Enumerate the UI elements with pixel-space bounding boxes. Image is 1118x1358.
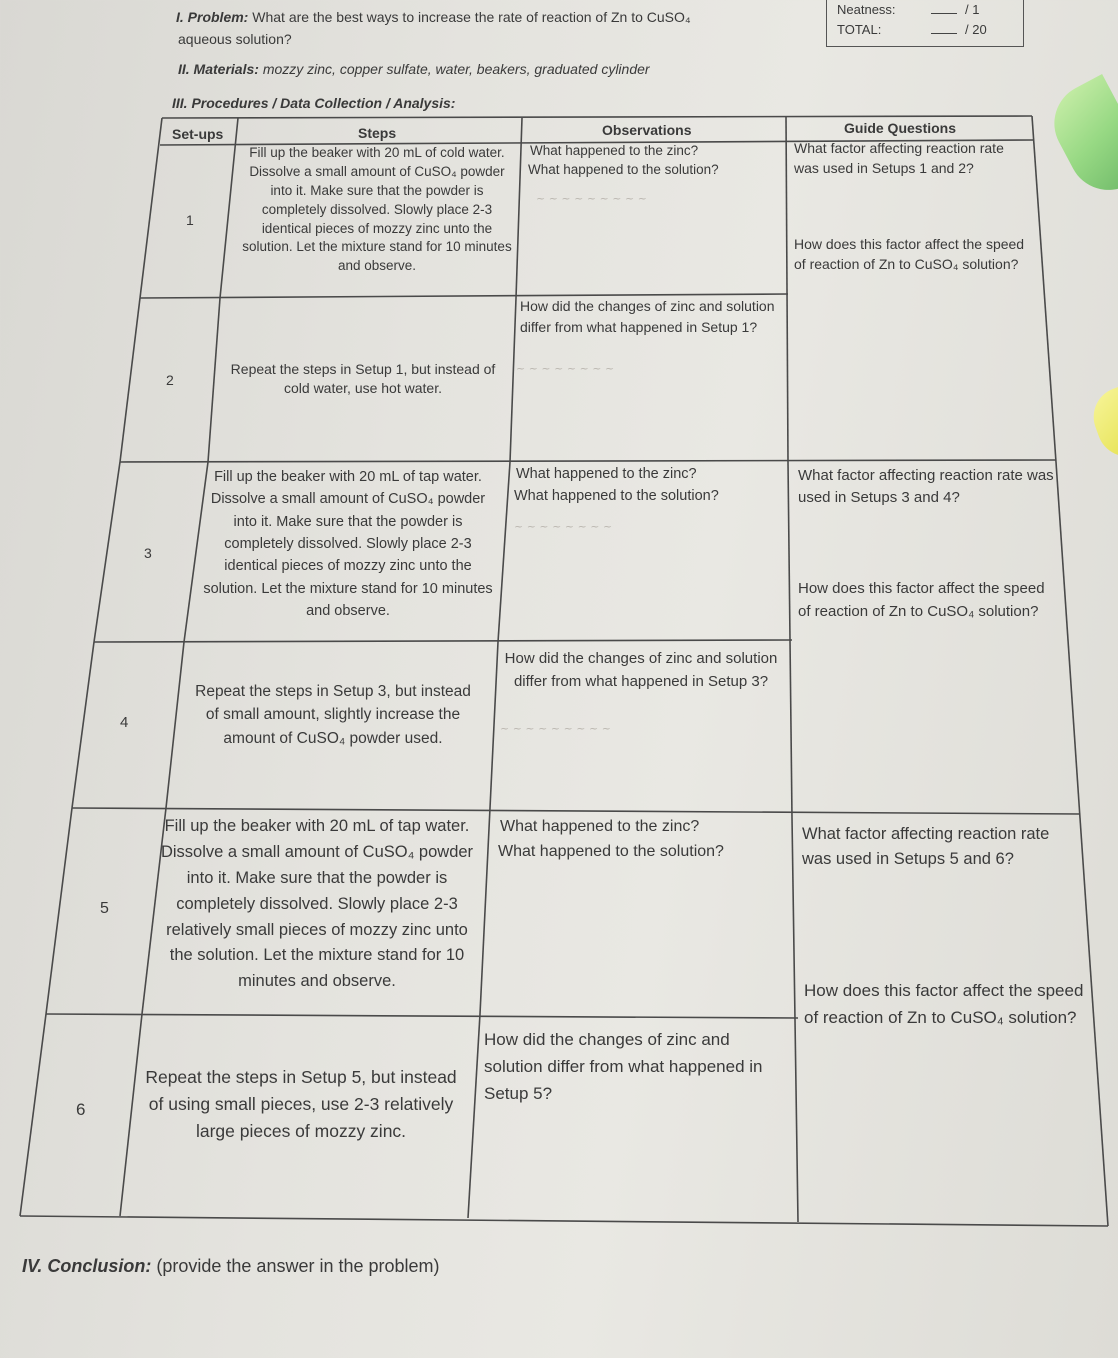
setup-5-obs-solution: What happened to the solution? [498, 843, 724, 860]
materials-line: II. Materials: mozzy zinc, copper sulfate, water, beakers, graduated cylinder [178, 61, 650, 77]
neatness-row [837, 1, 979, 17]
guide-2-factor-question: What factor affecting reaction rate was used in Setups 3 and 4? [798, 467, 1054, 506]
total-label: TOTAL: [837, 22, 882, 37]
setup-4-obs-question: How did the changes of zinc and solution differ from what happened in Setup 3? [504, 650, 778, 691]
header-guide-questions: Guide Questions [844, 120, 957, 136]
guide-1-effect-question: How does this factor affect the speed of reaction of Zn to CuSO₄ solution? [794, 236, 1025, 273]
setup-1-faint-answer: ~ ~ ~ ~ ~ ~ ~ ~ ~ [536, 192, 647, 205]
setup-1-steps: Fill up the beaker with 20 mL of cold water. Dissolve a small amount of CuSO₄ powder into it. Make sure that the powder is completely dissolved. Slowly place 2-3 identical pieces of mozzy zinc unto the solution. Let the mixture stand for 10 minutes and observe. [242, 145, 512, 274]
setup-4-faint-answer: ~ ~ ~ ~ ~ ~ ~ ~ ~ [500, 722, 611, 735]
procedures-heading: III. Procedures / Data Collection / Analysis: [172, 95, 456, 111]
setup-3-steps: Fill up the beaker with 20 mL of tap water. Dissolve a small amount of CuSO₄ powder into it. Make sure that the powder is completely dissolved. Slowly place 2-3 identical pieces of mozzy zinc unto the solution. Let the mixture stand for 10 minutes and observe. [203, 469, 493, 619]
setup-2-obs-question: How did the changes of zinc and solution differ from what happened in Setup 1? [520, 298, 775, 335]
setup-3-obs-solution: What happened to the solution? [514, 488, 719, 504]
green-marker-cap [1040, 74, 1118, 204]
setup-number-5: 5 [100, 900, 109, 917]
setup-3-faint-answer: ~ ~ ~ ~ ~ ~ ~ ~ [514, 520, 613, 533]
conclusion-text: (provide the answer in the problem) [156, 1256, 440, 1276]
conclusion-label: IV. Conclusion: [22, 1256, 152, 1276]
header-steps: Steps [358, 125, 397, 141]
total-row [837, 21, 987, 37]
setup-3-obs-zinc: What happened to the zinc? [516, 466, 697, 482]
guide-3-factor-question: What factor affecting reaction rate was used in Setups 5 and 6? [802, 825, 1050, 868]
setup-6-steps: Repeat the steps in Setup 5, but instead of using small pieces, use 2-3 relatively large pieces of mozzy zinc. [145, 1067, 457, 1142]
neatness-label: Neatness: [837, 2, 896, 17]
setup-6-obs-question: How did the changes of zinc and solution differ from what happened in Setup 5? [484, 1030, 763, 1104]
problem-line-2: aqueous solution? [178, 31, 292, 47]
guide-3-effect-question: How does this factor affect the speed of reaction of Zn to CuSO₄ solution? [804, 981, 1084, 1028]
setup-2-steps: Repeat the steps in Setup 1, but instead of cold water, use hot water. [230, 361, 496, 397]
setup-5-obs-zinc: What happened to the zinc? [500, 818, 700, 835]
setup-number-6: 6 [76, 1100, 86, 1119]
total-total: / 20 [965, 22, 987, 37]
setup-1-obs-zinc: What happened to the zinc? [530, 143, 699, 158]
setup-number-2: 2 [166, 372, 174, 388]
total-blank[interactable] [931, 21, 957, 34]
header-setups: Set-ups [172, 126, 224, 142]
score-box [826, 0, 1024, 47]
neatness-blank[interactable] [931, 1, 957, 14]
guide-1-factor-question: What factor affecting reaction rate was used in Setups 1 and 2? [794, 140, 1004, 176]
yellow-highlighter-cap [1085, 385, 1118, 464]
setup-2-faint-answer: ~ ~ ~ ~ ~ ~ ~ ~ [516, 362, 615, 375]
guide-2-effect-question: How does this factor affect the speed of reaction of Zn to CuSO₄ solution? [798, 580, 1045, 620]
header-observations: Observations [602, 122, 692, 138]
conclusion-line [22, 1256, 440, 1277]
setup-4-steps: Repeat the steps in Setup 3, but instead of small amount, slightly increase the amount of CuSO₄ powder used. [195, 683, 471, 747]
setup-number-3: 3 [144, 545, 152, 561]
setup-number-1: 1 [186, 212, 194, 228]
setup-1-obs-solution: What happened to the solution? [528, 162, 719, 177]
setup-number-4: 4 [120, 714, 129, 731]
setup-5-steps: Fill up the beaker with 20 mL of tap water. Dissolve a small amount of CuSO₄ powder into it. Make sure that the powder is completely dissolved. Slowly place 2-3 relatively small pieces of mozzy zinc unto the solution. Let the mixture stand for 10 minutes and observe. [160, 817, 474, 991]
neatness-total: / 1 [965, 2, 980, 17]
problem-line: I. Problem: What are the best ways to increase the rate of reaction of Zn to CuSO₄ [176, 9, 691, 25]
